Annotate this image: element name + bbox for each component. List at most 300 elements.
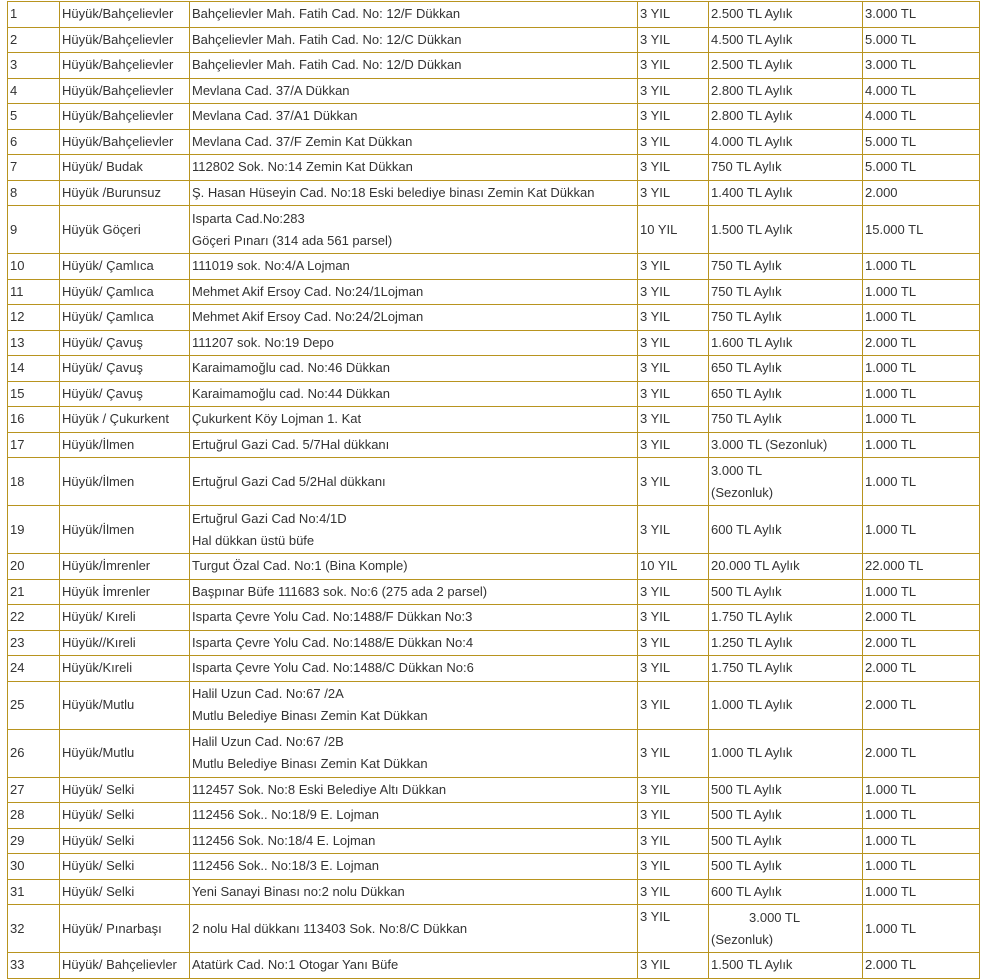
rent-cell-line: 600 TL Aylık xyxy=(711,883,782,899)
address-cell-line: 112456 Sok.. No:18/3 E. Lojman xyxy=(192,858,379,874)
table-row xyxy=(8,432,980,458)
deposit-cell: 5.000 TL xyxy=(863,155,980,181)
term-cell: 3 YIL xyxy=(638,854,709,880)
table-row xyxy=(8,729,980,777)
address-cell xyxy=(190,458,638,506)
deposit-cell: 4.000 TL xyxy=(863,78,980,104)
address-cell xyxy=(190,777,638,803)
address-cell-line: Isparta Çevre Yolu Cad. No:1488/C Dükkan No:6 xyxy=(192,660,474,676)
address-cell-line: 111207 sok. No:19 Depo xyxy=(192,334,334,350)
location-cell: Hüyük/ Pınarbaşı xyxy=(60,905,190,953)
location-cell: Hüyük / Çukurkent xyxy=(60,407,190,433)
location-cell: Hüyük/Kıreli xyxy=(60,656,190,682)
table-row xyxy=(8,506,980,554)
address-cell-line: Mehmet Akif Ersoy Cad. No:24/1Lojman xyxy=(192,283,424,299)
rent-cell-line: 650 TL Aylık xyxy=(711,360,782,376)
deposit-cell: 2.000 TL xyxy=(863,605,980,631)
address-cell-line: Mutlu Belediye Binası Zemin Kat Dükkan xyxy=(192,708,428,723)
location-cell: Hüyük/ Kıreli xyxy=(60,605,190,631)
rent-cell-line: 1.000 TL Aylık xyxy=(711,745,793,760)
deposit-cell: 1.000 TL xyxy=(863,803,980,829)
deposit-cell: 2.000 xyxy=(863,180,980,206)
term-cell: 3 YIL xyxy=(638,254,709,280)
rent-cell xyxy=(709,506,863,554)
address-cell xyxy=(190,2,638,28)
row-number: 12 xyxy=(8,305,60,331)
address-cell-line: Turgut Özal Cad. No:1 (Bina Komple) xyxy=(192,558,408,574)
rent-cell-line: (Sezonluk) xyxy=(711,484,774,500)
rent-cell-line: 1.000 TL Aylık xyxy=(711,697,793,712)
rent-cell-line: 500 TL Aylık xyxy=(711,781,782,797)
address-cell-line: Çukurkent Köy Lojman 1. Kat xyxy=(192,411,362,427)
table-row xyxy=(8,53,980,79)
term-cell: 3 YIL xyxy=(638,407,709,433)
address-cell xyxy=(190,579,638,605)
address-cell-line: Mutlu Belediye Binası Zemin Kat Dükkan xyxy=(192,756,428,771)
rent-cell xyxy=(709,579,863,605)
rent-cell xyxy=(709,681,863,729)
row-number: 21 xyxy=(8,579,60,605)
address-cell-line: 112456 Sok.. No:18/9 E. Lojman xyxy=(192,807,379,823)
rent-cell-line: 500 TL Aylık xyxy=(711,858,782,874)
address-cell xyxy=(190,905,638,953)
table-body xyxy=(8,2,980,979)
row-number: 17 xyxy=(8,432,60,458)
table-row xyxy=(8,180,980,206)
row-number: 25 xyxy=(8,681,60,729)
rent-cell-line: (Sezonluk) xyxy=(711,931,774,947)
table-row xyxy=(8,458,980,506)
row-number: 6 xyxy=(8,129,60,155)
term-cell: 3 YIL xyxy=(638,330,709,356)
deposit-cell: 5.000 TL xyxy=(863,27,980,53)
deposit-cell: 1.000 TL xyxy=(863,879,980,905)
rent-cell-line: 750 TL Aylık xyxy=(711,309,782,325)
location-cell: Hüyük/İmrenler xyxy=(60,554,190,580)
term-cell: 3 YIL xyxy=(638,180,709,206)
location-cell: Hüyük/ Çamlıca xyxy=(60,279,190,305)
deposit-cell: 22.000 TL xyxy=(863,554,980,580)
table-row xyxy=(8,777,980,803)
rent-cell xyxy=(709,78,863,104)
address-cell xyxy=(190,729,638,777)
rent-cell xyxy=(709,432,863,458)
table-row xyxy=(8,330,980,356)
term-cell: 3 YIL xyxy=(638,729,709,777)
deposit-cell: 2.000 TL xyxy=(863,656,980,682)
rent-cell-line: 750 TL Aylık xyxy=(711,258,782,274)
row-number: 32 xyxy=(8,905,60,953)
rent-cell-line: 1.500 TL Aylık xyxy=(711,221,793,237)
row-number: 14 xyxy=(8,356,60,382)
location-cell: Hüyük/ Selki xyxy=(60,777,190,803)
rent-cell xyxy=(709,206,863,254)
deposit-cell: 1.000 TL xyxy=(863,777,980,803)
row-number: 20 xyxy=(8,554,60,580)
address-cell xyxy=(190,630,638,656)
term-cell: 3 YIL xyxy=(638,305,709,331)
row-number: 27 xyxy=(8,777,60,803)
address-cell xyxy=(190,506,638,554)
term-cell: 3 YIL xyxy=(638,656,709,682)
rent-cell-line: 1.600 TL Aylık xyxy=(711,334,793,350)
rent-cell xyxy=(709,129,863,155)
rent-cell-line: 3.000 TL (Sezonluk) xyxy=(711,436,828,452)
location-cell: Hüyük/Bahçelievler xyxy=(60,129,190,155)
location-cell: Hüyük/ Çavuş xyxy=(60,381,190,407)
address-cell xyxy=(190,854,638,880)
rent-cell xyxy=(709,905,863,953)
address-cell xyxy=(190,879,638,905)
rent-cell-line: 3.000 TL xyxy=(749,909,801,925)
term-cell: 3 YIL xyxy=(638,630,709,656)
rent-cell-line: 750 TL Aylık xyxy=(711,411,782,427)
rent-cell-line: 20.000 TL Aylık xyxy=(711,558,800,574)
location-cell: Hüyük/Bahçelievler xyxy=(60,2,190,28)
address-cell-line: 2 nolu Hal dükkanı 113403 Sok. No:8/C Dükkan xyxy=(192,920,468,936)
term-cell: 3 YIL xyxy=(638,506,709,554)
table-row xyxy=(8,104,980,130)
row-number: 7 xyxy=(8,155,60,181)
address-cell-line: Ertuğrul Gazi Cad. 5/7Hal dükkanı xyxy=(192,436,390,452)
rent-cell xyxy=(709,953,863,979)
location-cell: Hüyük//Kıreli xyxy=(60,630,190,656)
rent-cell xyxy=(709,554,863,580)
rent-cell xyxy=(709,180,863,206)
deposit-cell: 2.000 TL xyxy=(863,953,980,979)
rent-cell xyxy=(709,729,863,777)
listing-table-container xyxy=(7,1,980,979)
address-cell-line: Atatürk Cad. No:1 Otogar Yanı Büfe xyxy=(192,957,399,973)
rent-cell-line: 500 TL Aylık xyxy=(711,832,782,848)
term-cell: 3 YIL xyxy=(638,579,709,605)
address-cell xyxy=(190,206,638,254)
location-cell: Hüyük İmrenler xyxy=(60,579,190,605)
address-cell-line: Başpınar Büfe 111683 sok. No:6 (275 ada 2 parsel) xyxy=(192,583,488,599)
row-number: 13 xyxy=(8,330,60,356)
address-cell xyxy=(190,305,638,331)
rent-cell xyxy=(709,53,863,79)
row-number: 16 xyxy=(8,407,60,433)
location-cell: Hüyük/ Çamlıca xyxy=(60,254,190,280)
rent-cell xyxy=(709,854,863,880)
address-cell-line: Ertuğrul Gazi Cad 5/2Hal dükkanı xyxy=(192,473,386,489)
deposit-cell: 4.000 TL xyxy=(863,104,980,130)
table-row xyxy=(8,630,980,656)
address-cell-line: Ş. Hasan Hüseyin Cad. No:18 Eski belediye binası Zemin Kat Dükkan xyxy=(192,184,595,200)
deposit-cell: 2.000 TL xyxy=(863,681,980,729)
term-cell: 3 YIL xyxy=(638,356,709,382)
rent-cell-line: 1.500 TL Aylık xyxy=(711,957,793,973)
rent-cell xyxy=(709,605,863,631)
table-row xyxy=(8,854,980,880)
address-cell-line: 112802 Sok. No:14 Zemin Kat Dükkan xyxy=(192,159,413,175)
term-cell: 3 YIL xyxy=(638,905,709,953)
address-cell-line: Isparta Cad.No:283 xyxy=(192,210,305,226)
row-number: 30 xyxy=(8,854,60,880)
address-cell xyxy=(190,656,638,682)
row-number: 5 xyxy=(8,104,60,130)
address-cell xyxy=(190,330,638,356)
address-cell xyxy=(190,27,638,53)
address-cell-line: Hal dükkan üstü büfe xyxy=(192,532,315,548)
term-cell: 3 YIL xyxy=(638,2,709,28)
deposit-cell: 1.000 TL xyxy=(863,432,980,458)
table-row xyxy=(8,554,980,580)
term-cell: 3 YIL xyxy=(638,53,709,79)
address-cell-line: Bahçelievler Mah. Fatih Cad. No: 12/F Dükkan xyxy=(192,6,461,22)
address-cell xyxy=(190,254,638,280)
address-cell-line: Karaimamoğlu cad. No:46 Dükkan xyxy=(192,360,390,376)
address-cell-line: 112456 Sok. No:18/4 E. Lojman xyxy=(192,832,376,848)
row-number: 19 xyxy=(8,506,60,554)
location-cell: Hüyük/Bahçelievler xyxy=(60,104,190,130)
table-row xyxy=(8,155,980,181)
table-row xyxy=(8,279,980,305)
deposit-cell: 1.000 TL xyxy=(863,458,980,506)
row-number: 10 xyxy=(8,254,60,280)
term-cell: 3 YIL xyxy=(638,381,709,407)
address-cell xyxy=(190,432,638,458)
address-cell-line: Mevlana Cad. 37/A1 Dükkan xyxy=(192,108,358,124)
address-cell-line: Halil Uzun Cad. No:67 /2B xyxy=(192,734,344,749)
location-cell: Hüyük/ Budak xyxy=(60,155,190,181)
address-cell-line: Isparta Çevre Yolu Cad. No:1488/E Dükkan No:4 xyxy=(192,634,474,650)
rent-cell-line: 2.500 TL Aylık xyxy=(711,57,793,73)
table-row xyxy=(8,129,980,155)
term-cell: 3 YIL xyxy=(638,78,709,104)
term-cell: 3 YIL xyxy=(638,879,709,905)
term-cell: 3 YIL xyxy=(638,681,709,729)
address-cell-line: Ertuğrul Gazi Cad No:4/1D xyxy=(192,510,347,526)
address-cell-line: Halil Uzun Cad. No:67 /2A xyxy=(192,686,344,701)
address-cell xyxy=(190,180,638,206)
address-cell xyxy=(190,155,638,181)
rent-cell-line: 2.500 TL Aylık xyxy=(711,6,793,22)
deposit-cell: 15.000 TL xyxy=(863,206,980,254)
term-cell: 3 YIL xyxy=(638,27,709,53)
address-cell xyxy=(190,129,638,155)
term-cell: 3 YIL xyxy=(638,458,709,506)
property-rental-table xyxy=(7,1,980,979)
location-cell: Hüyük/ Çavuş xyxy=(60,330,190,356)
rent-cell-line: 2.800 TL Aylık xyxy=(711,82,793,98)
address-cell-line: 112457 Sok. No:8 Eski Belediye Altı Dükkan xyxy=(192,781,447,797)
address-cell-line: Mevlana Cad. 37/A Dükkan xyxy=(192,82,350,98)
rent-cell xyxy=(709,777,863,803)
rent-cell xyxy=(709,828,863,854)
table-row xyxy=(8,605,980,631)
rent-cell xyxy=(709,104,863,130)
deposit-cell: 3.000 TL xyxy=(863,2,980,28)
location-cell: Hüyük/İlmen xyxy=(60,458,190,506)
deposit-cell: 1.000 TL xyxy=(863,407,980,433)
rent-cell xyxy=(709,630,863,656)
term-cell: 3 YIL xyxy=(638,828,709,854)
row-number: 29 xyxy=(8,828,60,854)
rent-cell xyxy=(709,803,863,829)
table-row xyxy=(8,407,980,433)
table-row xyxy=(8,356,980,382)
row-number: 24 xyxy=(8,656,60,682)
location-cell: Hüyük/Bahçelievler xyxy=(60,78,190,104)
row-number: 15 xyxy=(8,381,60,407)
table-row xyxy=(8,2,980,28)
address-cell xyxy=(190,279,638,305)
rent-cell-line: 2.800 TL Aylık xyxy=(711,108,793,124)
rent-cell-line: 4.500 TL Aylık xyxy=(711,31,793,47)
location-cell: Hüyük/ Selki xyxy=(60,879,190,905)
address-cell-line: Mehmet Akif Ersoy Cad. No:24/2Lojman xyxy=(192,309,424,325)
deposit-cell: 1.000 TL xyxy=(863,356,980,382)
term-cell: 10 YIL xyxy=(638,554,709,580)
location-cell: Hüyük/ Selki xyxy=(60,803,190,829)
row-number: 2 xyxy=(8,27,60,53)
address-cell xyxy=(190,104,638,130)
rent-cell xyxy=(709,381,863,407)
location-cell: Hüyük/Bahçelievler xyxy=(60,27,190,53)
location-cell: Hüyük Göçeri xyxy=(60,206,190,254)
table-row xyxy=(8,254,980,280)
deposit-cell: 1.000 TL xyxy=(863,854,980,880)
location-cell: Hüyük/ Selki xyxy=(60,854,190,880)
address-cell xyxy=(190,356,638,382)
table-row xyxy=(8,953,980,979)
rent-cell-line: 3.000 TL xyxy=(711,462,763,478)
rent-cell-line: 750 TL Aylık xyxy=(711,283,782,299)
deposit-cell: 1.000 TL xyxy=(863,279,980,305)
table-row xyxy=(8,381,980,407)
deposit-cell: 2.000 TL xyxy=(863,330,980,356)
location-cell: Hüyük/ Selki xyxy=(60,828,190,854)
row-number: 1 xyxy=(8,2,60,28)
term-cell: 3 YIL xyxy=(638,104,709,130)
rent-cell-line: 1.750 TL Aylık xyxy=(711,660,793,676)
address-cell-line: Karaimamoğlu cad. No:44 Dükkan xyxy=(192,385,390,401)
term-cell: 3 YIL xyxy=(638,953,709,979)
address-cell xyxy=(190,681,638,729)
table-row xyxy=(8,579,980,605)
address-cell xyxy=(190,407,638,433)
address-cell xyxy=(190,828,638,854)
address-cell-line: Göçeri Pınarı (314 ada 561 parsel) xyxy=(192,232,393,248)
address-cell xyxy=(190,605,638,631)
address-cell-line: Yeni Sanayi Binası no:2 nolu Dükkan xyxy=(192,883,405,899)
address-cell-line: Isparta Çevre Yolu Cad. No:1488/F Dükkan No:3 xyxy=(192,609,473,625)
rent-cell-line: 750 TL Aylık xyxy=(711,159,782,175)
row-number: 22 xyxy=(8,605,60,631)
table-row xyxy=(8,828,980,854)
address-cell-line: 111019 sok. No:4/A Lojman xyxy=(192,258,350,274)
address-cell xyxy=(190,953,638,979)
location-cell: Hüyük/İlmen xyxy=(60,432,190,458)
location-cell: Hüyük/ Çavuş xyxy=(60,356,190,382)
row-number: 3 xyxy=(8,53,60,79)
rent-cell-line: 1.250 TL Aylık xyxy=(711,634,793,650)
address-cell xyxy=(190,381,638,407)
term-cell: 3 YIL xyxy=(638,803,709,829)
row-number: 26 xyxy=(8,729,60,777)
term-cell: 10 YIL xyxy=(638,206,709,254)
row-number: 11 xyxy=(8,279,60,305)
rent-cell-line: 500 TL Aylık xyxy=(711,583,782,599)
term-cell: 3 YIL xyxy=(638,155,709,181)
address-cell xyxy=(190,53,638,79)
rent-cell xyxy=(709,2,863,28)
rent-cell xyxy=(709,458,863,506)
rent-cell xyxy=(709,279,863,305)
location-cell: Hüyük /Burunsuz xyxy=(60,180,190,206)
rent-cell xyxy=(709,305,863,331)
row-number: 4 xyxy=(8,78,60,104)
location-cell: Hüyük/Mutlu xyxy=(60,681,190,729)
address-cell-line: Bahçelievler Mah. Fatih Cad. No: 12/C Dükkan xyxy=(192,31,462,47)
rent-cell-line: 1.750 TL Aylık xyxy=(711,609,793,625)
deposit-cell: 1.000 TL xyxy=(863,905,980,953)
rent-cell xyxy=(709,254,863,280)
deposit-cell: 1.000 TL xyxy=(863,828,980,854)
row-number: 9 xyxy=(8,206,60,254)
table-row xyxy=(8,656,980,682)
rent-cell xyxy=(709,155,863,181)
deposit-cell: 1.000 TL xyxy=(863,254,980,280)
deposit-cell: 2.000 TL xyxy=(863,729,980,777)
table-row xyxy=(8,905,980,953)
address-cell xyxy=(190,554,638,580)
address-cell xyxy=(190,78,638,104)
address-cell-line: Bahçelievler Mah. Fatih Cad. No: 12/D Dükkan xyxy=(192,57,462,73)
rent-cell xyxy=(709,879,863,905)
rent-cell-line: 1.400 TL Aylık xyxy=(711,184,793,200)
term-cell: 3 YIL xyxy=(638,605,709,631)
deposit-cell: 1.000 TL xyxy=(863,305,980,331)
rent-cell-line: 600 TL Aylık xyxy=(711,521,782,537)
location-cell: Hüyük/ Bahçelievler xyxy=(60,953,190,979)
term-cell: 3 YIL xyxy=(638,129,709,155)
table-row xyxy=(8,78,980,104)
row-number: 28 xyxy=(8,803,60,829)
table-row xyxy=(8,803,980,829)
deposit-cell: 5.000 TL xyxy=(863,129,980,155)
rent-cell-line: 650 TL Aylık xyxy=(711,385,782,401)
deposit-cell: 1.000 TL xyxy=(863,579,980,605)
deposit-cell: 1.000 TL xyxy=(863,381,980,407)
row-number: 8 xyxy=(8,180,60,206)
term-cell: 3 YIL xyxy=(638,432,709,458)
location-cell: Hüyük/İlmen xyxy=(60,506,190,554)
table-row xyxy=(8,27,980,53)
table-row xyxy=(8,206,980,254)
term-cell: 3 YIL xyxy=(638,777,709,803)
row-number: 31 xyxy=(8,879,60,905)
rent-cell xyxy=(709,407,863,433)
address-cell-line: Mevlana Cad. 37/F Zemin Kat Dükkan xyxy=(192,133,413,149)
term-cell: 3 YIL xyxy=(638,279,709,305)
deposit-cell: 2.000 TL xyxy=(863,630,980,656)
rent-cell xyxy=(709,656,863,682)
deposit-cell: 3.000 TL xyxy=(863,53,980,79)
table-row xyxy=(8,305,980,331)
rent-cell-line: 500 TL Aylık xyxy=(711,807,782,823)
location-cell: Hüyük/ Çamlıca xyxy=(60,305,190,331)
location-cell: Hüyük/Bahçelievler xyxy=(60,53,190,79)
deposit-cell: 1.000 TL xyxy=(863,506,980,554)
row-number: 18 xyxy=(8,458,60,506)
rent-cell xyxy=(709,356,863,382)
address-cell xyxy=(190,803,638,829)
location-cell: Hüyük/Mutlu xyxy=(60,729,190,777)
table-row xyxy=(8,681,980,729)
